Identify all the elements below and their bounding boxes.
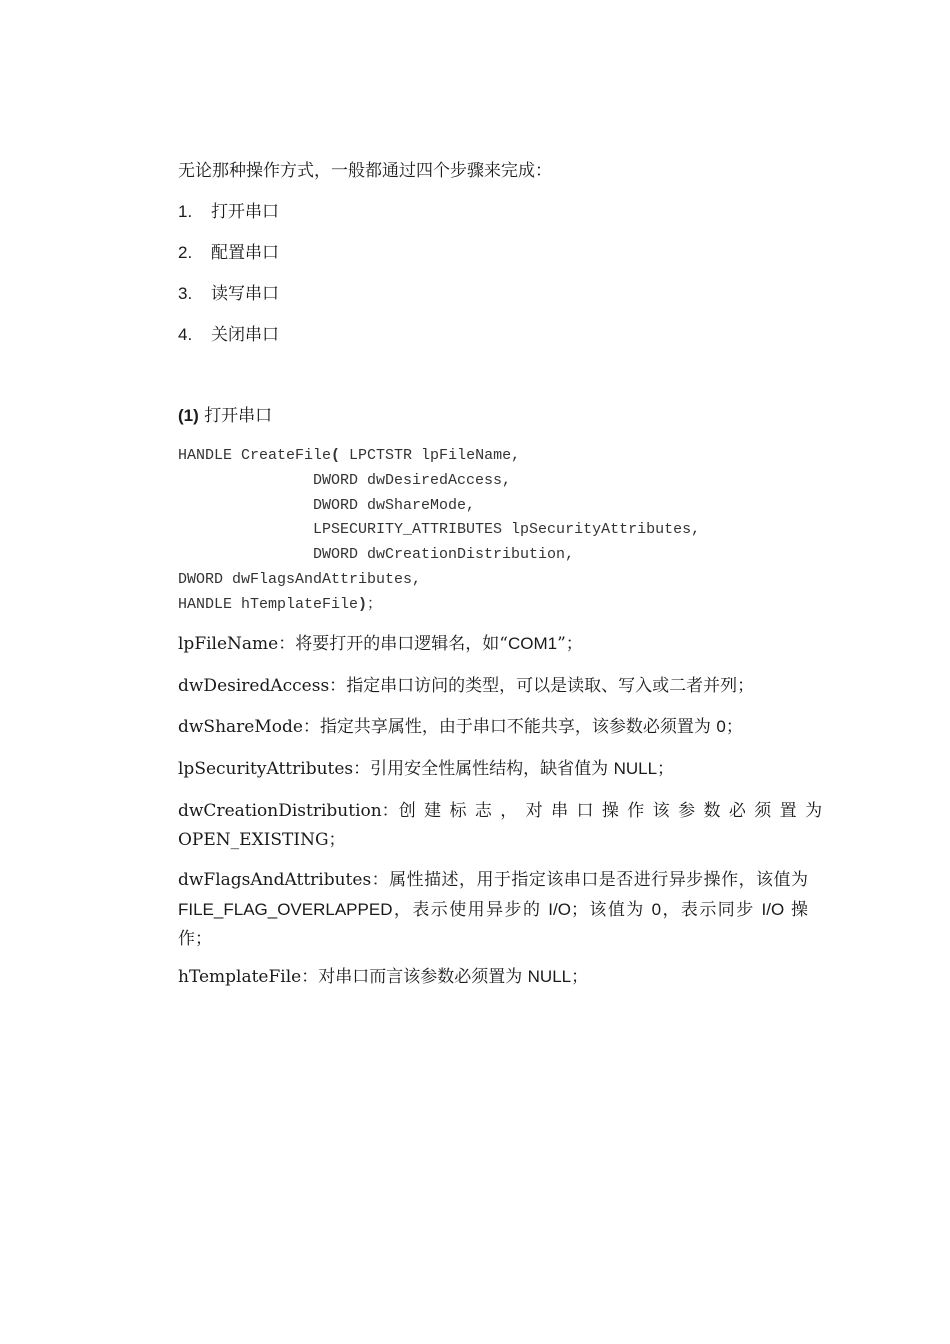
code-line: DWORD dwDesiredAccess, [178,471,512,489]
code-line: DWORD dwFlagsAndAttributes, [178,570,422,588]
step-number: 2. [178,243,193,262]
param-lpsecurityattributes: lpSecurityAttributes：引用安全性属性结构，缺省值为 NULL； [178,759,675,779]
code-line: DWORD dwCreationDistribution, [178,546,575,564]
param-name: dwFlagsAndAttributes： [178,870,390,890]
step-label: 关闭串口 [211,325,279,345]
step-item [178,242,808,264]
section-title: 打开串口 [204,406,273,426]
code-line: HANDLE hTemplateFile)； [178,595,383,613]
section-heading [178,405,808,427]
step-number: 3. [178,284,193,303]
step-item [178,283,808,305]
code-line: HANDLE CreateFile( LPCTSTR lpFileName, [178,447,521,464]
param-name: dwCreationDistribution： [178,801,399,821]
param-dwflagsandattributes: dwFlagsAndAttributes：属性描述，用于指定该串口是否进行异步操作，该值为 FILE_FLAG_OVERLAPPED，表示使用异步的 I/O；该值为 0，表示同步 I/O 操作； [178,870,809,949]
step-number: 1. [178,202,193,221]
param-name: dwDesiredAccess： [178,676,347,696]
param-line: dwCreationDistribution： 创建标志，对串口操作该参数必须置为 [178,797,808,826]
param-line: OPEN_EXISTING； [178,830,346,850]
step-label: 读写串口 [211,284,279,304]
code-block [178,444,700,618]
step-label: 配置串口 [211,243,279,263]
step-number: 4. [178,325,193,344]
param-dwdesiredaccess: dwDesiredAccess：指定串口访问的类型，可以是读取、写入或二者并列； [178,676,755,696]
code-line: LPSECURITY_ATTRIBUTES lpSecurityAttributes, [178,521,701,539]
code-line: DWORD dwShareMode, [178,496,476,514]
step-item [178,201,808,223]
param-lpfilename: lpFileName：将要打开的串口逻辑名，如“COM1”； [178,634,583,654]
param-name: lpFileName： [178,634,296,654]
param-name: hTemplateFile： [178,967,319,987]
section-number: (1) [178,406,199,425]
intro-paragraph: 无论那种操作方式，一般都通过四个步骤来完成： [178,161,552,181]
param-dwcreationdistribution [178,797,831,855]
param-dwsharemode: dwShareMode：指定共享属性，由于串口不能共享，该参数必须置为 0； [178,717,743,737]
param-htemplatefile: hTemplateFile：对串口而言该参数必须置为 NULL； [178,967,589,987]
param-name: lpSecurityAttributes： [178,759,371,779]
step-item [178,324,808,346]
param-name: dwShareMode： [178,717,320,737]
step-label: 打开串口 [211,202,279,222]
